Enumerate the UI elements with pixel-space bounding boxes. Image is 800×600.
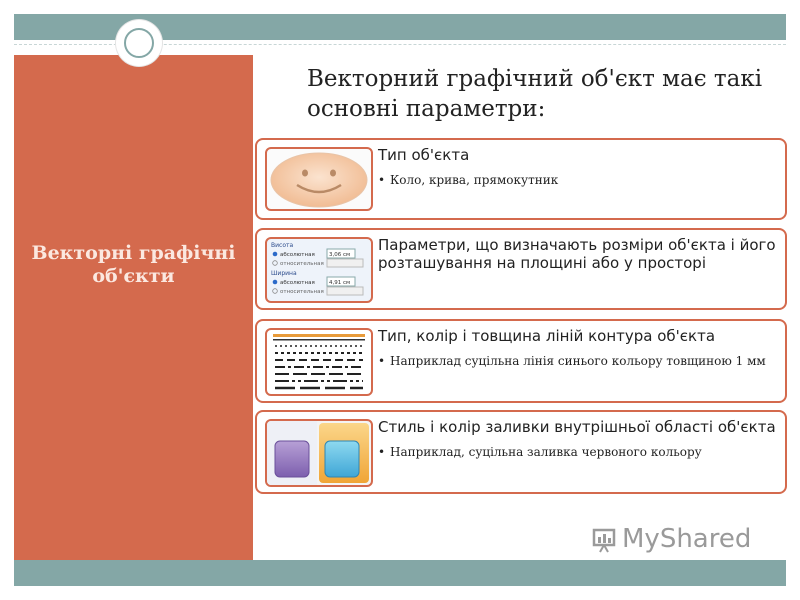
rel-label-1: относительная — [280, 261, 324, 267]
card-fill — [255, 410, 787, 494]
size-dialog-icon — [267, 239, 371, 301]
width-value: 4,91 см — [329, 280, 351, 286]
card-title: Параметри, що визначають розміри об'єкта і його розташування на площині або у просторі — [378, 236, 776, 272]
card-outline — [255, 319, 787, 403]
card-title: Стиль і колір заливки внутрішньої області об'єкта — [378, 418, 776, 436]
slide-frame — [14, 14, 786, 586]
rel-label-2: относительная — [280, 289, 324, 295]
presentation-icon — [592, 527, 618, 553]
width-label: Ширина — [271, 270, 297, 277]
fill-styles-thumbnail — [265, 419, 373, 487]
left-panel-title: Векторні графічні об'єкти — [31, 242, 236, 287]
card-title: Тип об'єкта — [378, 146, 470, 164]
card-bullet: • Наприклад, суцільна заливка червоного кольору — [378, 445, 778, 460]
watermark — [592, 524, 751, 554]
height-label: Висота — [271, 242, 294, 249]
card-text — [378, 146, 778, 188]
abs-label-2: абсолютная — [280, 280, 315, 286]
smiley-icon — [267, 149, 371, 209]
line-styles-thumbnail — [265, 328, 373, 396]
card-text — [378, 236, 778, 272]
circle-ornament-icon — [116, 20, 162, 66]
card-object-type — [255, 138, 787, 220]
card-title: Тип, колір і товщина ліній контура об'єкта — [378, 327, 716, 345]
abs-label-1: абсолютная — [280, 252, 315, 258]
smiley-thumbnail — [265, 147, 373, 211]
line-styles-icon — [267, 330, 371, 394]
circle-ornament-inner — [124, 28, 154, 58]
height-value: 3,06 см — [329, 252, 351, 258]
card-bullet: • Наприклад суцільна лінія синього кольору товщиною 1 мм — [378, 354, 778, 369]
fill-styles-icon — [267, 421, 371, 485]
card-bullet: • Коло, крива, прямокутник — [378, 173, 778, 188]
bottom-band — [14, 560, 786, 586]
card-text — [378, 418, 778, 460]
slide-heading: Векторний графічний об'єкт має такі основні параметри: — [307, 66, 763, 122]
left-panel — [14, 55, 253, 560]
card-text — [378, 327, 778, 369]
card-size-position — [255, 228, 787, 310]
watermark-text: MyShared — [622, 524, 752, 554]
size-dialog-thumbnail — [265, 237, 373, 303]
